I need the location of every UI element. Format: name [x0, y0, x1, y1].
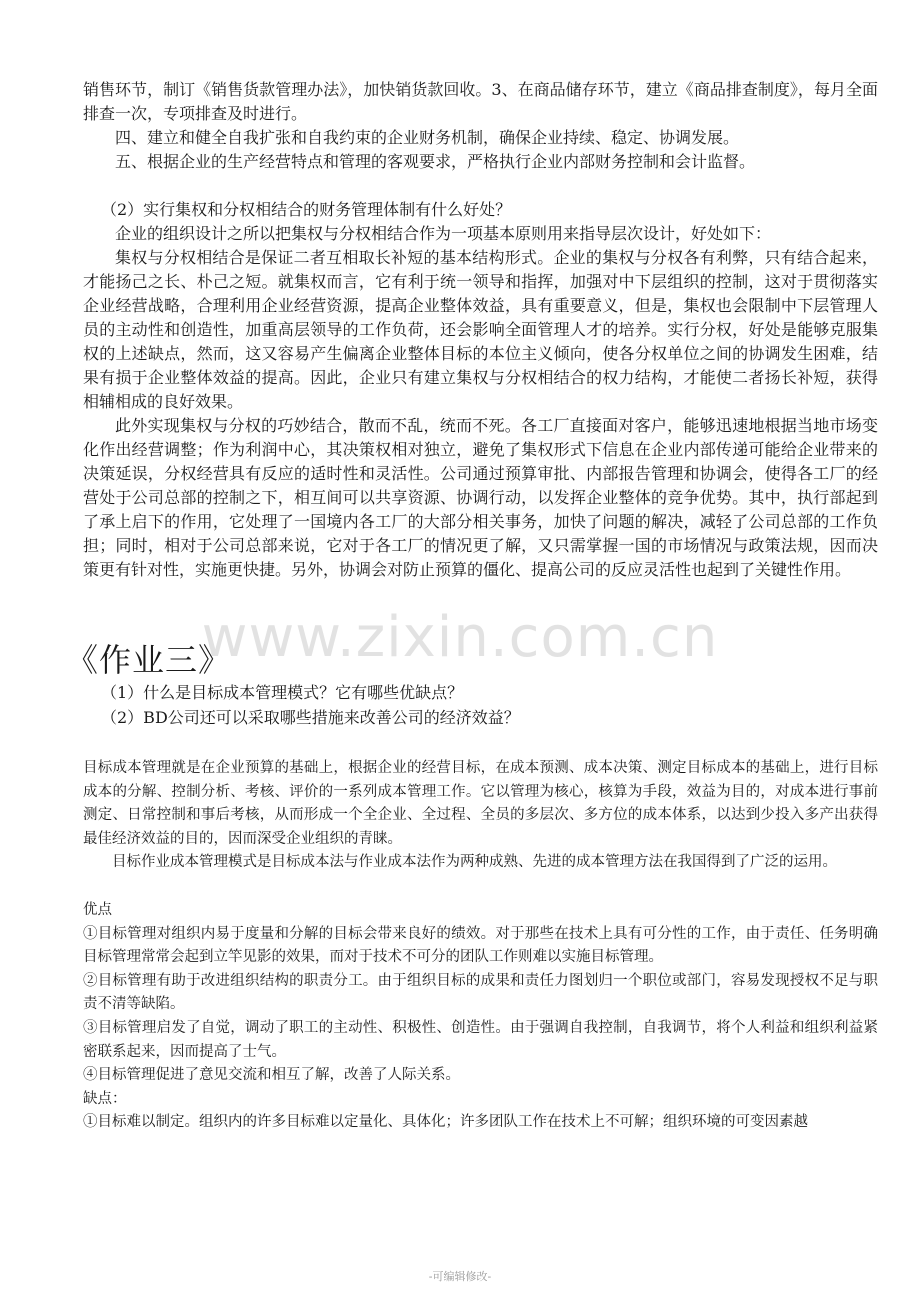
question-1-target-cost: （1）什么是目标成本管理模式？它有哪些优缺点？ [101, 683, 464, 702]
question-2-centralization: （2）实行集权和分权相结合的财务管理体制有什么好处？ [101, 200, 512, 219]
answer-paragraph-1: 集权与分权相结合是保证二者互相取长补短的基本结构形式。企业的集权与分权各有利弊，只有结合起来，才能扬己之长、朴己之短。就集权而言，它有利于统一领导和指挥，加强对中下层组织的控制，这对于贯彻落实企业经营战略，合理利用企业经营资源，提高企业整体效益，具有重要意义，但是，集权也会限制中下层管理人员的主动性和创造性，加重高层领导的工作负荷，还会影响全面管理人才的培养。实行分权，好处是能够克服集权的上述缺点，然而，这又容易产生偏离企业整体目标的本位主义倾向，使各分权单位之间的协调发生困难，结果有损于企业整体效益的提高。因此，企业只有建立集权与分权相结合的权力结构，才能使二者扬长补短，获得相辅相成的良好效果。 [83, 248, 878, 411]
answer-target-cost: 目标成本管理就是在企业预算的基础上，根据企业的经营目标，在成本预测、成本决策、测定目标成本的基础上，进行目标成本的分解、控制分析、考核、评价的一系列成本管理工作。它以管理为核心，核算为手段，效益为目的，对成本进行事前测定、日常控制和事后考核，从而形成一个全企业、全过程、全员的多层次、多方位的成本体系，以达到少投入多产出获得最佳经济效益的目的，因而深受企业组织的青睐。 [83, 760, 878, 847]
question-2-bd-company: （2）BD公司还可以采取哪些措施来改善公司的经济效益？ [101, 708, 520, 727]
advantage-item: ②目标管理有助于改进组织结构的职责分工。由于组织目标的成果和责任力图划归一个职位或部门，容易发现授权不足与职责不清等缺陷。 [83, 972, 878, 1013]
watermark: www.zixin.com.cn [201, 605, 719, 670]
disadvantages-title: 缺点： [83, 1090, 127, 1107]
advantages-title: 优点 [83, 901, 112, 918]
paragraph-sales: 销售环节，制订《销售货款管理办法》，加快销货款回收。3、在商品储存环节，建立《商品排查制度》，每月全面排查一次，专项排查及时进行。 [83, 80, 878, 123]
disadvantage-item: ①目标难以制定。组织内的许多目标难以定量化、具体化；许多团队工作在技术上不可解；组织环境的可变因素越 [83, 1114, 808, 1131]
document-page [66, 78, 878, 1135]
advantage-item: ④目标管理促进了意见交流和相互了解，改善了人际关系。 [83, 1067, 460, 1084]
answer-activity-cost: 目标作业成本管理模式是目标成本法与作业成本法作为两种成熟、先进的成本管理方法在我国得到了广泛的运用。 [112, 854, 837, 871]
paragraph-item-4: 四、建立和健全自我扩张和自我约束的企业财务机制，确保企业持续、稳定、协调发展。 [115, 128, 740, 147]
answer-paragraph-2: 此外实现集权与分权的巧妙结合，散而不乱，统而不死。各工厂直接面对客户，能够迅速地根据当地市场变化作出经营调整；作为利润中心，其决策权相对独立，避免了集权形式下信息在企业内部传递可能给企业带来的决策延误，分权经营具有反应的适时性和灵活性。公司通过预算审批、内部报告管理和协调会，使得各工厂的经营处于公司总部的控制之下，相互间可以共享资源、协调行动，以发挥企业整体的竞争优势。其中，执行部起到了承上启下的作用，它处理了一国境内各工厂的大部分相关事务，加快了问题的解决，减轻了公司总部的工作负担；同时，相对于公司总部来说，它对于各工厂的情况更了解，又只需掌握一国的市场情况与政策法规，因而决策更有针对性，实施更快捷。另外，协调会对防止预算的僵化、提高公司的反应灵活性也起到了关键性作用。 [83, 416, 878, 579]
paragraph-item-5: 五、根据企业的生产经营特点和管理的客观要求，严格执行企业内部财务控制和会计监督。 [115, 152, 756, 171]
page-footer: -可编辑修改- [428, 1270, 492, 1283]
section-heading: 《作业三》 [66, 641, 232, 679]
advantage-item: ③目标管理启发了自觉，调动了职工的主动性、积极性、创造性。由于强调自我控制，自我调节，将个人利益和组织利益紧密联系起来，因而提高了士气。 [83, 1019, 878, 1060]
advantage-item: ①目标管理对组织内易于度量和分解的目标会带来良好的绩效。对于那些在技术上具有可分性的工作，由于责任、任务明确目标管理常常会起到立竿见影的效果，而对于技术不可分的团队工作则难以实施目标管理。 [83, 925, 878, 966]
answer-intro: 企业的组织设计之所以把集权与分权相结合作为一项基本原则用来指导层次设计，好处如下： [115, 224, 772, 243]
